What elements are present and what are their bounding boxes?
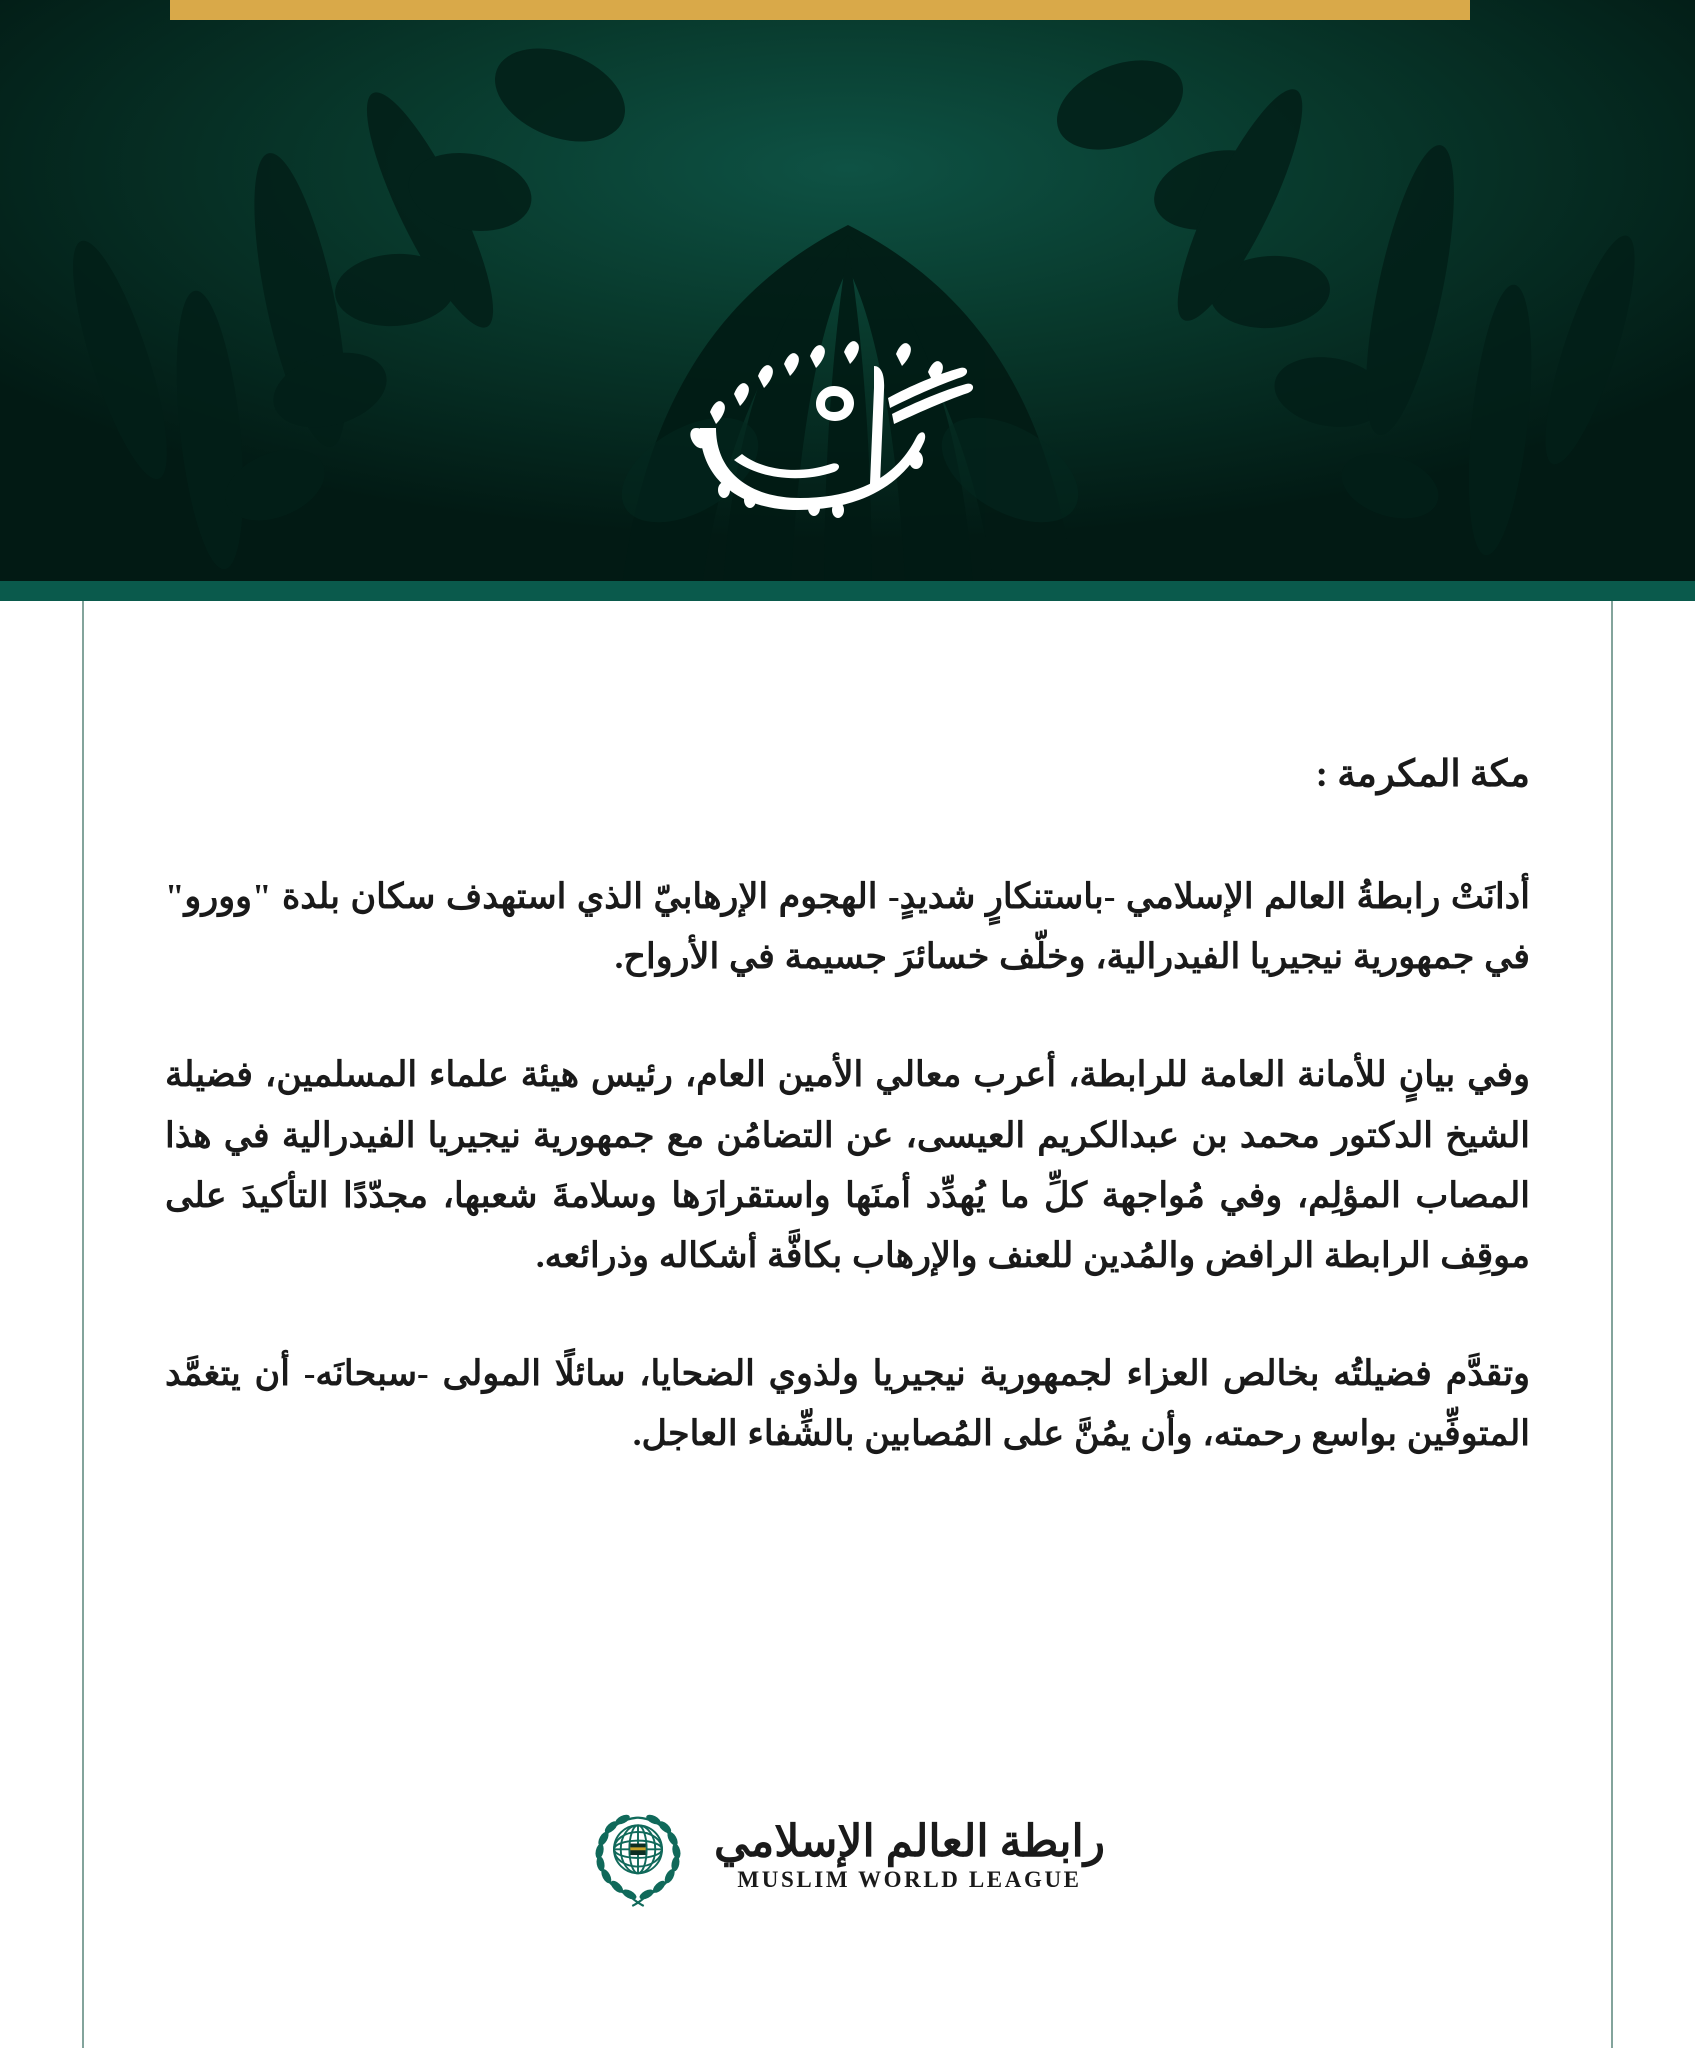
organization-logo (0, 1804, 1695, 1908)
dateline: مكة المكرمة : (1315, 754, 1530, 795)
logo-wordmark (713, 1816, 1106, 1893)
paragraph-2: وفي بيانٍ للأمانة العامة للرابطة، أعرب معالي الأمين العام، رئيس هيئة علماء المسلمين، فضيلة الشيخ الدكتور محمد بن عبدالكريم العيسى، عن التضامُن مع جمهورية نيجيريا الفيدرالية في هذا المصاب المؤلِم، وفي مُواجهة كلِّ ما يُهدِّد أمنَها واستقرارَها وسلامةَ شعبها، مجدّدًا التأكيدَ على موقِف الرابطة الرافض والمُدين للعنف والإرهاب بكافَّة أشكاله وذرائعه. (165, 1055, 1530, 1276)
logo-arabic-name: رابطة العالم الإسلامي (713, 1816, 1106, 1866)
paragraph-3: وتقدَّم فضيلتُه بخالص العزاء لجمهورية نيجيريا ولذوي الضحايا، سائلًا المولى -سبحانَه- أن يتغمَّد المتوفِّين بواسع رحمته، وأن يمُنَّ على المُصابين بالشِّفاء العاجل. (165, 1354, 1530, 1454)
bayan-calligraphy-title (638, 332, 1058, 532)
statement-body (0, 601, 1695, 2048)
statement-text-block (165, 751, 1530, 1465)
header-bottom-rule (0, 581, 1695, 601)
logo-english-name: MUSLIM WORLD LEAGUE (737, 1867, 1082, 1893)
globe-laurel-kaaba-icon (590, 1804, 686, 1908)
gold-accent-bar (170, 0, 1470, 20)
paragraph-1: أدانَتْ رابطةُ العالم الإسلامي -باستنكارٍ شديدٍ- الهجوم الإرهابيّ الذي استهدف سكان بلدة "وورو" في جمهورية نيجيريا الفيدرالية، وخلّف خسائرَ جسيمة في الأرواح. (165, 877, 1530, 977)
header-banner (0, 0, 1695, 601)
